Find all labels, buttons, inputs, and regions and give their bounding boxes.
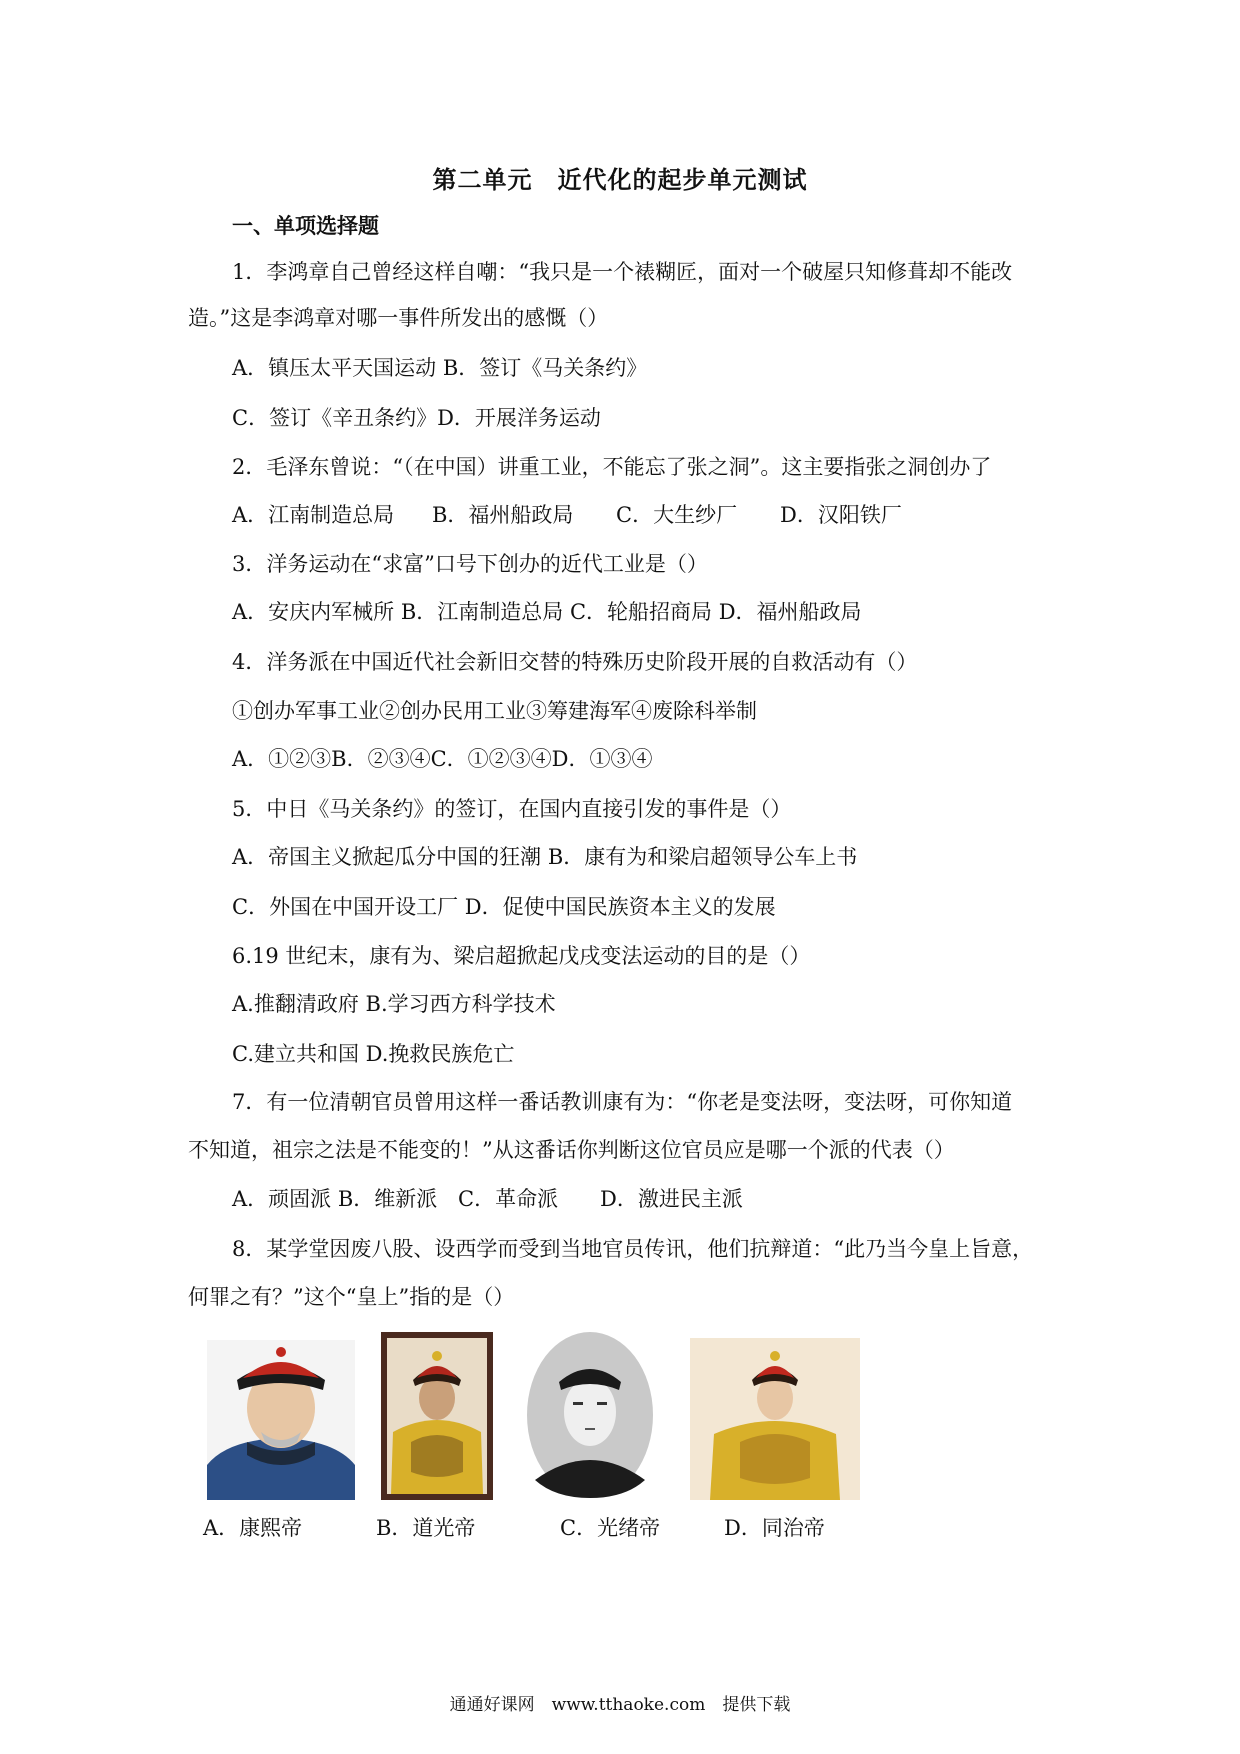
question-6-stem: 6.19 世纪末，康有为、梁启超掀起戊戌变法运动的目的是（）: [232, 944, 811, 968]
question-7-stem: 7．有一位清朝官员曾用这样一番话教训康有为：“你老是变法呀，变法呀，可你知道: [232, 1090, 1013, 1114]
question-2-option-c: C．大生纱厂: [616, 503, 738, 527]
question-8-stem-cont: 何罪之有？”这个“皇上”指的是（）: [188, 1285, 515, 1309]
section-heading: 一、单项选择题: [232, 214, 379, 238]
question-7-option-c: C．革命派: [458, 1187, 559, 1211]
question-2-option-b: B．福州船政局: [432, 503, 574, 527]
question-2-option-a: A．江南制造总局: [232, 503, 395, 527]
portrait-guangxu-image: [525, 1330, 655, 1500]
question-2-option-d: D．汉阳铁厂: [780, 503, 902, 527]
question-5-stem: 5．中日《马关条约》的签订，在国内直接引发的事件是（）: [232, 797, 792, 821]
question-5-options-ab: A．帝国主义掀起瓜分中国的狂潮 B．康有为和梁启超领导公车上书: [232, 845, 858, 869]
caption-d: D．同治帝: [724, 1516, 825, 1540]
question-1-stem-cont: 造。”这是李鸿章对哪一事件所发出的感慨（）: [188, 306, 609, 330]
question-3-options: A．安庆内军械所 B．江南制造总局 C．轮船招商局 D．福州船政局: [232, 600, 862, 624]
question-1-options-ab: A．镇压太平天国运动 B．签订《马关条约》: [232, 356, 648, 380]
question-6-options-cd: C.建立共和国 D.挽救民族危亡: [232, 1042, 515, 1066]
portrait-tongzhi-image: [690, 1338, 860, 1500]
portrait-daoguang-image: [381, 1332, 493, 1500]
question-4-items: ①创办军事工业②创办民用工业③筹建海军④废除科举制: [232, 699, 757, 723]
question-2-stem: 2．毛泽东曾说：“（在中国）讲重工业，不能忘了张之洞”。这主要指张之洞创办了: [232, 455, 992, 479]
caption-a: A．康熙帝: [203, 1516, 303, 1540]
question-5-options-cd: C．外国在中国开设工厂 D．促使中国民族资本主义的发展: [232, 895, 776, 919]
question-6-options-ab: A.推翻清政府 B.学习西方科学技术: [232, 992, 556, 1016]
page-footer: 通通好课网 www.tthaoke.com 提供下载: [449, 1695, 791, 1715]
question-7-option-d: D．激进民主派: [600, 1187, 743, 1211]
question-4-stem: 4．洋务派在中国近代社会新旧交替的特殊历史阶段开展的自救活动有（）: [232, 650, 918, 674]
page-title: 第二单元 近代化的起步单元测试: [432, 166, 808, 194]
question-7-options-ab: A．顽固派 B．维新派: [232, 1187, 438, 1211]
question-8-stem: 8．某学堂因废八股、设西学而受到当地官员传讯，他们抗辩道：“此乃当今皇上旨意，: [232, 1237, 1034, 1261]
question-1-stem: 1．李鸿章自己曾经这样自嘲：“我只是一个裱糊匠，面对一个破屋只知修葺却不能改: [232, 260, 1013, 284]
question-1-options-cd: C．签订《辛丑条约》D．开展洋务运动: [232, 406, 601, 430]
caption-c: C．光绪帝: [560, 1516, 661, 1540]
question-4-options: A．①②③B．②③④C．①②③④D．①③④: [232, 747, 653, 771]
question-7-stem-cont: 不知道，祖宗之法是不能变的！”从这番话你判断这位官员应是哪一个派的代表（）: [188, 1138, 955, 1162]
question-3-stem: 3．洋务运动在“求富”口号下创办的近代工业是（）: [232, 552, 708, 576]
portrait-kangxi-image: [207, 1340, 355, 1500]
caption-b: B．道光帝: [376, 1516, 476, 1540]
